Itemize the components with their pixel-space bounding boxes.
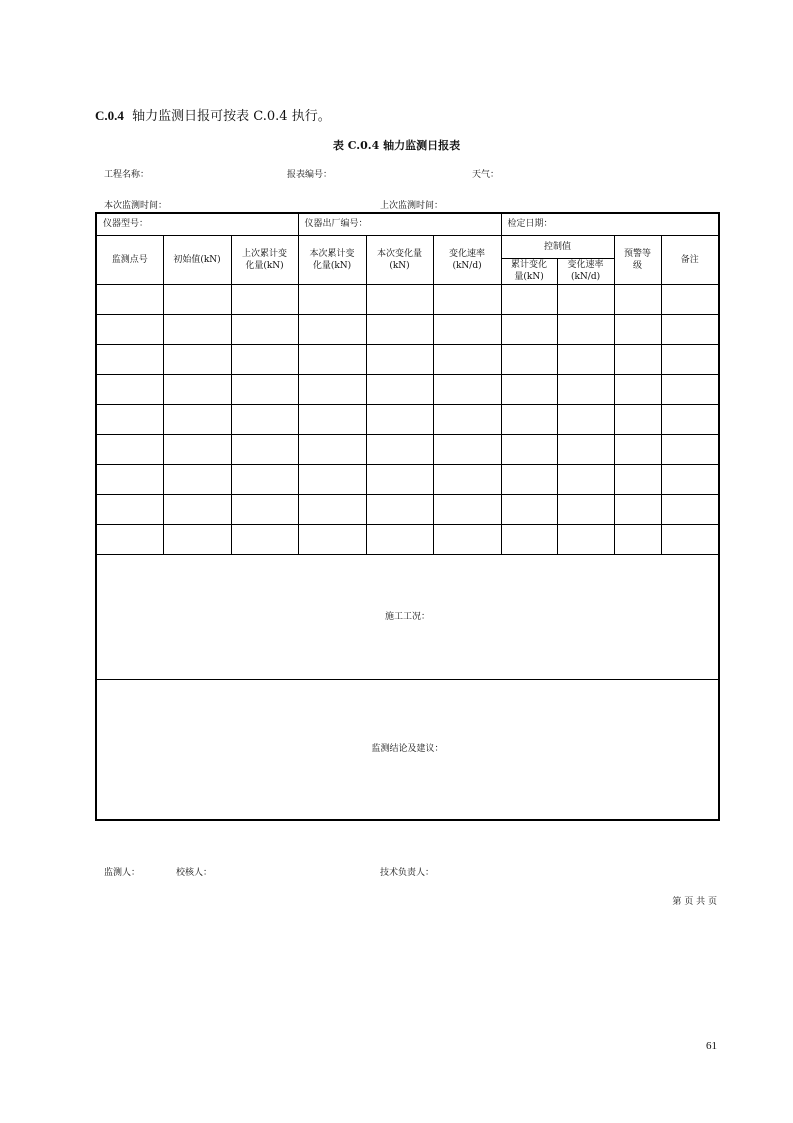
construction-status-row — [96, 554, 719, 679]
conclusion-label: 监测结论及建议： — [96, 679, 719, 820]
table-row — [96, 284, 719, 314]
page-count-label: 第 页 共 页 — [672, 897, 717, 907]
header-rate: 变化速率 (kN/d) — [433, 235, 501, 284]
instrument-model-label: 仪器型号： — [96, 213, 298, 235]
table-row — [96, 404, 719, 434]
last-monitor-time-label: 上次监测时间： — [380, 201, 444, 211]
checker-signature-label: 校核人： — [176, 868, 213, 878]
section-number: C.0.4 — [95, 108, 124, 123]
axial-force-report-table — [95, 212, 720, 821]
page-number: 61 — [706, 1040, 717, 1052]
table-row — [96, 434, 719, 464]
header-warning-level: 预警等 级 — [614, 235, 661, 284]
header-this-change: 本次变化量 (kN) — [366, 235, 433, 284]
conclusion-row — [96, 679, 719, 820]
table-row — [96, 374, 719, 404]
table-row — [96, 314, 719, 344]
header-control-rate: 变化速率 (kN/d) — [557, 258, 614, 284]
section-text: 轴力监测日报可按表 C.0.4 执行。 — [132, 109, 331, 124]
construction-status-label: 施工工况： — [96, 554, 719, 679]
header-prev-cumulative: 上次累计变 化量(kN) — [231, 235, 298, 284]
header-remark: 备注 — [661, 235, 719, 284]
table-row — [96, 524, 719, 554]
project-name-label: 工程名称： — [104, 170, 150, 180]
weather-label: 天气： — [472, 170, 500, 180]
calibration-date-label: 检定日期： — [501, 213, 719, 235]
header-control-value: 控制值 — [501, 235, 614, 258]
this-monitor-time-label: 本次监测时间： — [104, 201, 168, 211]
monitor-signature-label: 监测人： — [104, 868, 141, 878]
tech-lead-signature-label: 技术负责人： — [380, 868, 435, 878]
instrument-serial-label: 仪器出厂编号： — [298, 213, 501, 235]
report-number-label: 报表编号： — [287, 170, 333, 180]
section-heading — [95, 105, 331, 124]
table-caption: 表 C.0.4 轴力监测日报表 — [332, 139, 461, 152]
instrument-row — [96, 213, 719, 235]
table-row — [96, 344, 719, 374]
table-row — [96, 464, 719, 494]
header-row-1 — [96, 235, 719, 258]
table-row — [96, 494, 719, 524]
header-initial: 初始值(kN) — [163, 235, 231, 284]
header-point: 监测点号 — [96, 235, 163, 284]
header-control-cumulative: 累计变化 量(kN) — [501, 258, 557, 284]
header-this-cumulative: 本次累计变 化量(kN) — [298, 235, 366, 284]
